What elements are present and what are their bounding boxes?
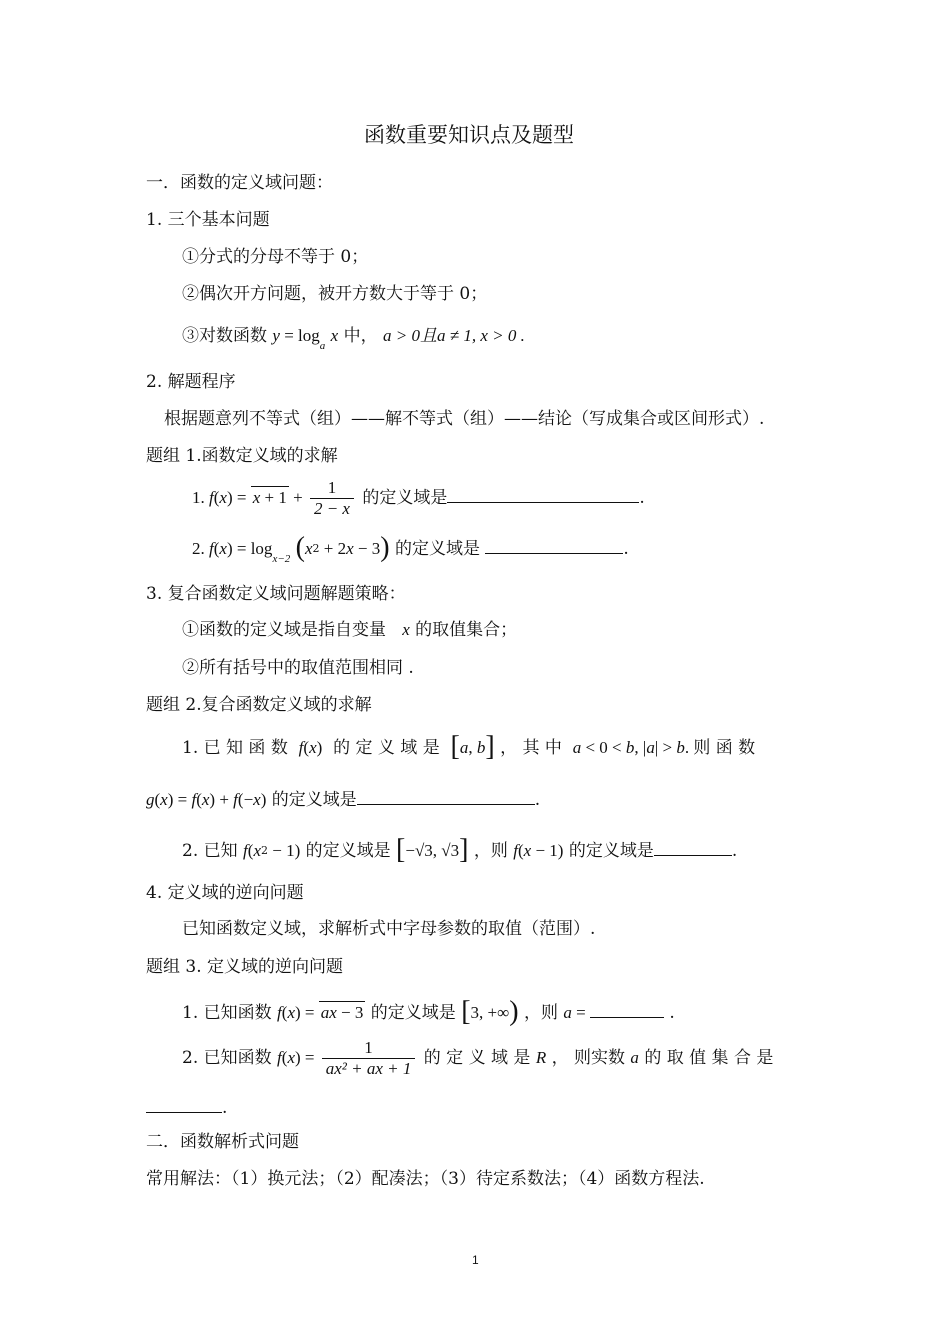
group-1-question-2: 2. $f(x) = \log_{x-2} (x2 + 2x - 3)$ 的定义域是 .	[192, 532, 629, 565]
group-1-heading: 题组 1.函数定义域的求解	[146, 446, 338, 466]
rule-3: ③对数函数 $y = \log_a x$ 中， a > 0且a ≠ 1, x > 0 .	[182, 326, 525, 352]
strategy-1: ①函数的定义域是指自变量 x 的取值集合；	[182, 620, 518, 640]
section-2-methods: 常用解法：（1）换元法；（2）配凑法；（3）待定系数法；（4）函数方程法.	[146, 1169, 705, 1189]
group-3-question-1: 1. 已知函数 f(x) = ax − 3 的定义域是 [3, +∞) ，则 a = .	[182, 996, 675, 1027]
group-3-heading: 题组 3. 定义域的逆向问题	[146, 957, 344, 977]
part-1-heading: 1. 三个基本问题	[146, 210, 270, 230]
section-1-heading: 一．函数的定义域问题：	[146, 173, 333, 193]
group-2-question-1: 1. 已 知 函 数 f(x) 的 定 义 域 是 [a, b] ， 其 中 a < 0 < b, |a| > b. 则 函 数	[182, 731, 756, 762]
page-number: 1	[472, 1253, 479, 1267]
part-4-heading: 4. 定义域的逆向问题	[146, 883, 304, 903]
group-2-question-2: 2. 已知 f(x2 − 1) 的定义域是 [−√3, √3] ，则 f(x − 1) 的定义域是 .	[182, 834, 738, 865]
group-2-heading: 题组 2.复合函数定义域的求解	[146, 695, 372, 715]
group-1-question-1: 1. f(x) = x + 1 + $\frac{1}{2 - x}$ 的定义域是 .	[192, 478, 645, 518]
page-title: 函数重要知识点及题型	[364, 123, 574, 147]
part-3-heading: 3. 复合函数定义域问题解题策略：	[146, 584, 406, 604]
group-3-question-2: 2. 已知函数 f(x) = $\frac{1}{\text{ax² + ax + 1}}$ 的 定 义 域 是 R ， 则实数 a 的 取 值 集 合 是	[182, 1038, 774, 1078]
group-3-question-2-blank: .	[146, 1096, 227, 1119]
strategy-2: ②所有括号中的取值范围相同 .	[182, 658, 414, 678]
group-2-question-1-line-2: g(x) = f(x) + f(−x) 的定义域是 .	[146, 790, 541, 810]
rule-1: ①分式的分母不等于 0；	[182, 247, 369, 267]
section-2-heading: 二．函数解析式问题	[146, 1132, 299, 1152]
inverse-problem-text: 已知函数定义域，求解析式中字母参数的取值（范围）.	[182, 919, 596, 939]
procedure-text: 根据题意列不等式（组）——解不等式（组）——结论（写成集合或区间形式）.	[164, 409, 765, 429]
rule-2: ②偶次开方问题，被开方数大于等于 0；	[182, 284, 488, 304]
part-2-heading: 2. 解题程序	[146, 372, 236, 392]
